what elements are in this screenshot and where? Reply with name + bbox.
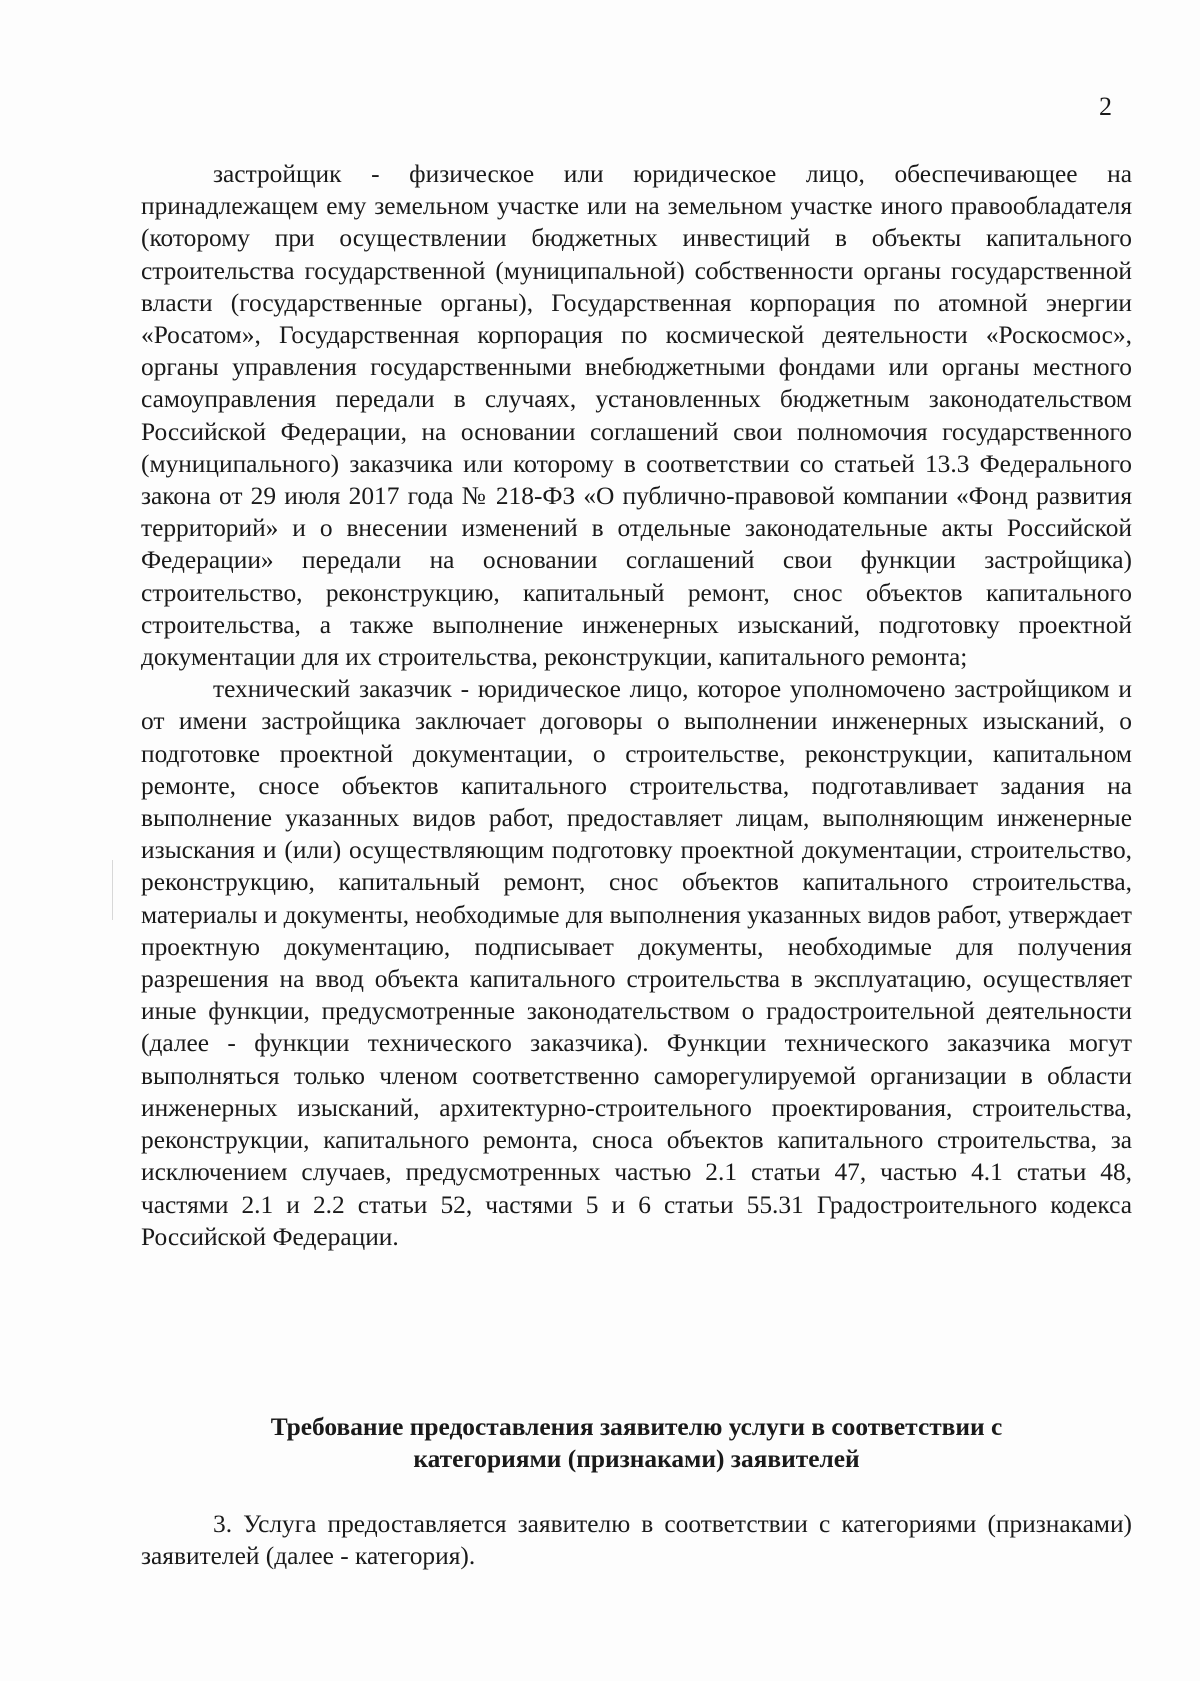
paragraph-developer-definition: застройщик - физическое или юридическое лицо, обеспечивающее на принадлежащем ему земельном участке или на земельном участке иного правообладателя (которому при осуществлении бюджетных инвестиций в объекты капитального строительства государственной (муниципальной) собственности органы государственной власти (государственные органы), Государственная корпорация по атомной энергии «Росатом», Государственная корпорация по космической деятельности «Роскосмос», органы управления государственными внебюджетными фондами или органы местного самоуправления передали в случаях, установленных бюджетным законодательством Российской Федерации, на основании соглашений свои полномочия государственного (муниципального) заказчика или которому в соответствии со статьей 13.3 Федерального закона от 29 июля 2017 года № 218-ФЗ «О публично-правовой компании «Фонд развития территорий» и о внесении изменений в отдельные законодательные акты Российской Федерации» передали на основании соглашений свои функции застройщика) строительство, реконструкцию, капитальный ремонт, снос объектов капитального строительства, а также выполнение инженерных изысканий, подготовку проектной документации для их строительства, реконструкции, капитального ремонта;	[141, 160, 1132, 672]
heading-line-2: категориями (признаками) заявителей	[413, 1445, 860, 1474]
paragraph-item-3: 3. Услуга предоставляется заявителю в соответствии с категориями (признаками) заявителей (далее - категория).	[141, 1510, 1132, 1571]
item-3-body	[141, 1508, 1132, 1572]
section-heading	[141, 1411, 1132, 1475]
heading-line-1: Требование предоставления заявителю услуги в соответствии с	[270, 1413, 1003, 1441]
page-number: 2	[1099, 92, 1112, 121]
definitions-body	[141, 158, 1132, 1253]
paragraph-technical-customer-definition: технический заказчик - юридическое лицо, которое уполномочено застройщиком и от имени застройщика заключает договоры о выполнении инженерных изысканий, о подготовке проектной документации, о строительстве, реконструкции, капитальном ремонте, сносе объектов капитального строительства, подготавливает задания на выполнение указанных видов работ, предоставляет лицам, выполняющим инженерные изыскания и (или) осуществляющим подготовку проектной документации, строительство, реконструкцию, капитальный ремонт, снос объектов капитального строительства, материалы и документы, необходимые для выполнения указанных видов работ, утверждает проектную документацию, подписывает документы, необходимые для получения разрешения на ввод объекта капитального строительства в эксплуатацию, осуществляет иные функции, предусмотренные законодательством о градостроительной деятельности (далее - функции технического заказчика). Функции технического заказчика могут выполняться только членом соответственно саморегулируемой организации в области инженерных изысканий, архитектурно-строительного проектирования, строительства, реконструкции, капитального ремонта, сноса объектов капитального строительства, за исключением случаев, предусмотренных частью 2.1 статьи 47, частью 4.1 статьи 48, частями 2.1 и 2.2 статьи 52, частями 5 и 6 статьи 55.31 Градостроительного кодекса Российской Федерации.	[141, 675, 1133, 1251]
scan-artifact-left	[112, 860, 113, 920]
